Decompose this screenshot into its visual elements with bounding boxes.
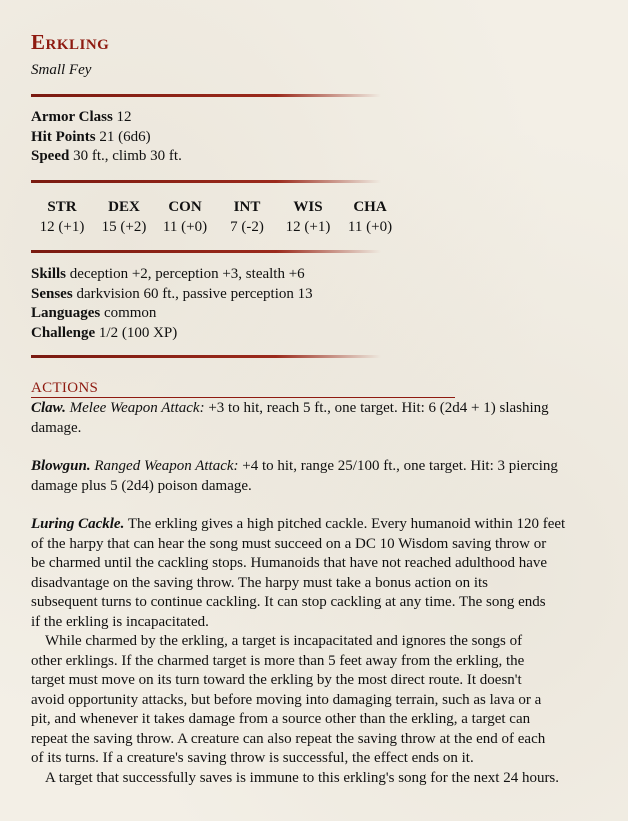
- ability-dex: [93, 197, 155, 237]
- cackle-line-2: be charmed until the cackling stops. Humanoids that have not reached adulthood have: [31, 555, 548, 571]
- hit-points-value: 21 (6d6): [99, 128, 151, 145]
- skills-line: [31, 265, 313, 285]
- action-claw-text: +3 to hit, reach 5 ft., one target. Hit: 6 (2d4 + 1) slashing: [208, 400, 549, 416]
- ability-name: STR: [47, 199, 77, 215]
- divider-2: [31, 180, 381, 183]
- cackle-p2-line-2: target must move on its turn toward the erkling by the most direct route. It doesn't: [31, 672, 522, 688]
- action-blowgun-line1: [31, 457, 601, 477]
- hit-points-line: [31, 128, 182, 148]
- skills-value: deception +2, perception +3, stealth +6: [69, 266, 305, 282]
- action-claw-line1: [31, 399, 601, 419]
- action-claw-line2: damage.: [31, 419, 82, 436]
- challenge-label: Challenge: [31, 324, 96, 341]
- cackle-name: Luring Cackle.: [31, 516, 125, 532]
- action-luring-cackle: [31, 515, 601, 788]
- ability-name: CON: [168, 199, 202, 215]
- armor-class-label: Armor Class: [31, 109, 113, 125]
- ability-str: [31, 197, 93, 237]
- cackle-p2-line-0: While charmed by the erkling, a target is incapacitated and ignores the songs of: [45, 633, 523, 649]
- challenge-value: 1/2 (100 XP): [98, 324, 178, 341]
- cackle-text: The erkling gives a high pitched cackle. Every humanoid within 120 feet: [127, 516, 566, 532]
- ability-score: 11 (+0): [162, 219, 208, 235]
- defense-block: [31, 108, 182, 167]
- monster-type: Small Fey: [31, 62, 92, 78]
- ability-int: [216, 197, 278, 237]
- cackle-line-3: disadvantage on the saving throw. The harpy must take a bonus action on its: [31, 574, 488, 591]
- speed-value: 30 ft., climb 30 ft.: [73, 148, 182, 164]
- cackle-line-5: if the erkling is incapacitated.: [31, 613, 209, 630]
- cackle-p3: A target that successfully saves is immune to this erkling's song for the next 24 hours.: [45, 769, 560, 786]
- cackle-line-4: subsequent turns to continue cackling. It can stop cackling at any time. The song ends: [31, 594, 546, 610]
- divider-1: [31, 94, 381, 97]
- hit-points-label: Hit Points: [31, 128, 96, 145]
- armor-class-line: [31, 108, 182, 128]
- ability-score: 11 (+0): [347, 219, 393, 235]
- divider-4: [31, 355, 381, 358]
- cackle-p2-line-6: of its turns. If a creature's saving throw is successful, the effect ends on it.: [31, 750, 474, 766]
- divider-3: [31, 250, 381, 253]
- languages-label: Languages: [31, 305, 101, 321]
- armor-class-value: 12: [116, 109, 132, 125]
- cackle-p2-line-5: repeat the saving throw. A creature can also repeat the saving throw at the end of each: [31, 730, 546, 747]
- ability-score: 15 (+2): [101, 219, 147, 235]
- languages-value: common: [103, 305, 157, 321]
- senses-line: [31, 285, 313, 305]
- action-claw: [31, 399, 601, 438]
- details-block: [31, 265, 313, 343]
- cackle-line-1: of the harpy that can hear the song must succeed on a DC 10 Wisdom saving throw or: [31, 535, 547, 552]
- ability-con: [154, 197, 216, 237]
- speed-line: [31, 147, 182, 167]
- ability-score: 12 (+1): [39, 219, 85, 235]
- action-claw-type: Melee Weapon Attack:: [69, 400, 205, 416]
- senses-label: Senses: [31, 285, 73, 302]
- ability-name: DEX: [108, 199, 140, 215]
- ability-score: 12 (+1): [285, 219, 331, 235]
- skills-label: Skills: [31, 266, 67, 282]
- action-blowgun-line2: damage plus 5 (2d4) poison damage.: [31, 477, 252, 494]
- cackle-p2-line-1: other erklings. If the charmed target is more than 5 feet away from the erkling, the: [31, 652, 525, 669]
- senses-value: darkvision 60 ft., passive perception 13: [76, 285, 313, 302]
- action-blowgun-name: Blowgun.: [31, 458, 91, 474]
- speed-label: Speed: [31, 148, 70, 164]
- ability-cha: [339, 197, 401, 237]
- ability-score: 7 (-2): [230, 219, 264, 235]
- cackle-p2-line-4: pit, and whenever it takes damage from a source other than the erkling, a target can: [31, 711, 531, 727]
- action-blowgun-type: Ranged Weapon Attack:: [94, 458, 239, 474]
- ability-name: INT: [233, 199, 261, 215]
- actions-heading: ACTIONS: [31, 380, 455, 398]
- action-claw-name: Claw.: [31, 400, 66, 416]
- monster-name: Erkling: [31, 30, 110, 54]
- languages-line: [31, 304, 313, 324]
- action-blowgun-text: +4 to hit, range 25/100 ft., one target. Hit: 3 piercing: [242, 458, 558, 474]
- ability-name: CHA: [353, 199, 387, 215]
- challenge-line: [31, 324, 313, 344]
- action-blowgun: [31, 457, 601, 496]
- ability-name: WIS: [293, 199, 323, 215]
- cackle-p2-line-3: avoid opportunity attacks, but before moving into damaging terrain, such as lava or a: [31, 691, 542, 708]
- cackle-line-0: [31, 515, 601, 535]
- ability-wis: [277, 197, 339, 237]
